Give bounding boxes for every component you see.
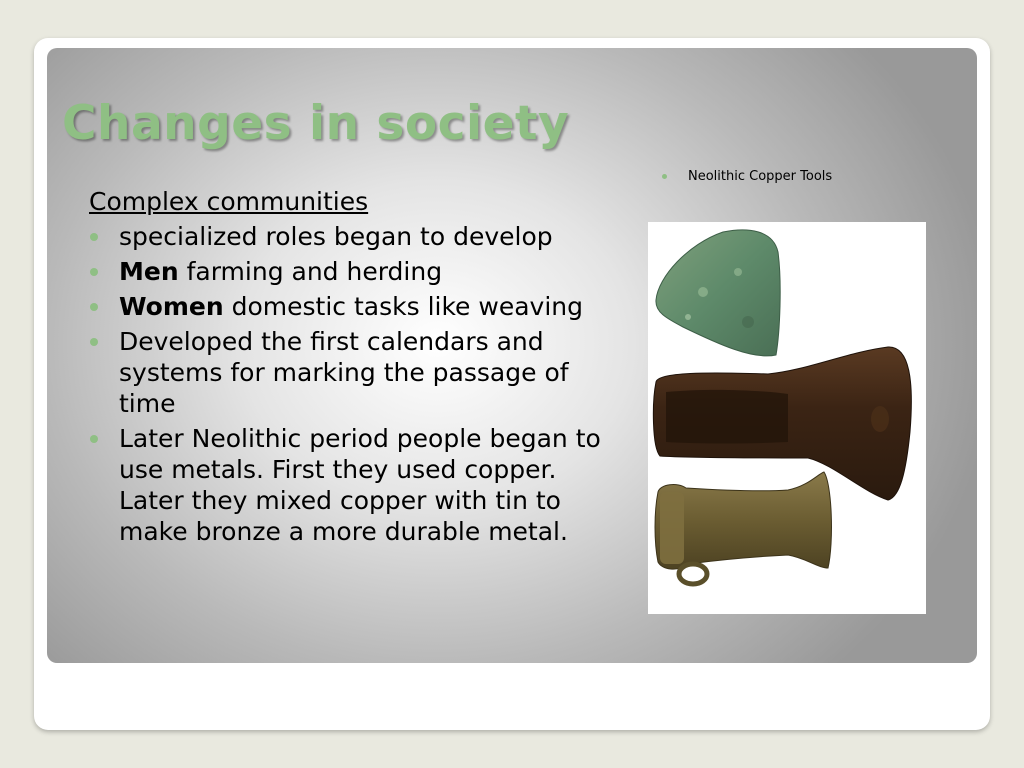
bullet-text: domestic tasks like weaving [223, 292, 583, 321]
bullet-item [89, 291, 609, 322]
bullet-list [89, 221, 609, 547]
caption-bullet-icon [662, 174, 667, 179]
bullet-item [89, 326, 609, 419]
slide-body [89, 186, 609, 551]
bullet-text: specialized roles began to develop [119, 222, 553, 251]
bullet-item [89, 423, 609, 547]
bullet-text: Developed the first calendars and systems for marking the passage of time [119, 327, 569, 418]
image-caption [662, 169, 832, 184]
bullet-item [89, 256, 609, 287]
caption-text: Neolithic Copper Tools [688, 169, 833, 184]
bullet-text: Later Neolithic period people began to use metals. First they used copper. Later they mixed copper with tin to make bronze a more durable metal. [119, 424, 601, 546]
bullet-icon [90, 338, 98, 346]
bronze-looped-axe [655, 472, 831, 584]
bullet-text: farming and herding [178, 257, 443, 286]
bullet-icon [90, 303, 98, 311]
green-copper-axe-head [656, 230, 780, 356]
bullet-icon [90, 435, 98, 443]
bullet-icon [90, 233, 98, 241]
bullet-item [89, 221, 609, 252]
copper-tools-photo [648, 222, 926, 614]
subheading: Complex communities [89, 187, 369, 216]
copper-tools-illustration [648, 222, 926, 614]
bullet-bold: Women [119, 292, 224, 321]
bullet-bold: Men [119, 257, 179, 286]
dark-socketed-axe [653, 347, 911, 500]
slide-title: Changes in society [62, 96, 570, 151]
bullet-icon [90, 268, 98, 276]
